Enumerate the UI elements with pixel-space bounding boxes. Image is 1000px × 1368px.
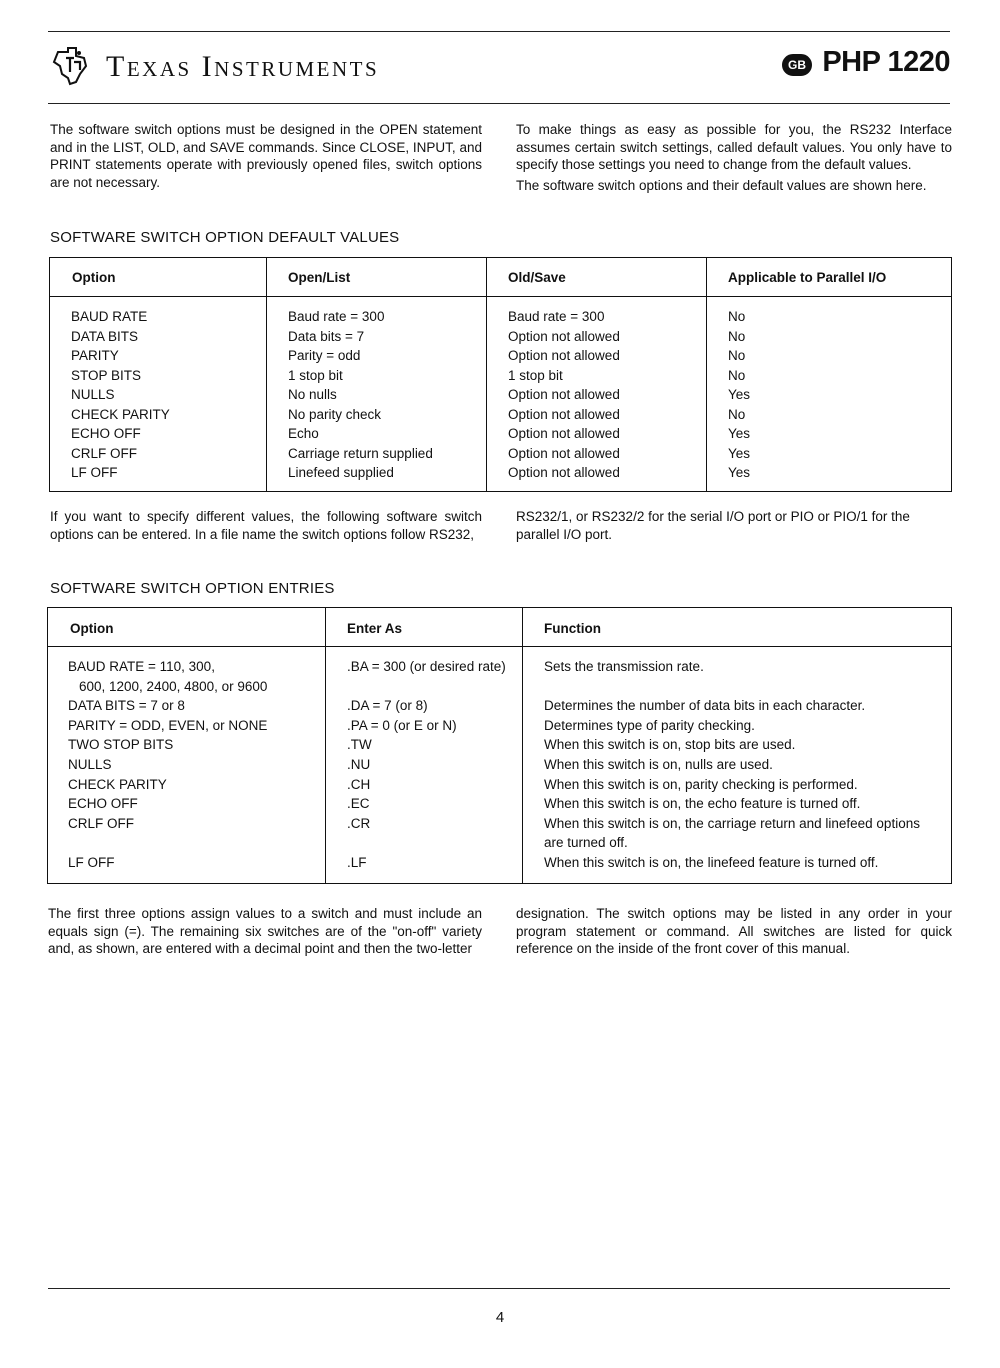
defaults-row-cell: Parity = odd: [288, 348, 361, 363]
defaults-row-cell: BAUD RATE: [71, 309, 148, 324]
defaults-row-cell: Yes: [728, 426, 751, 441]
middle-left-paragraph: If you want to specify different values, the following software switch options can be entered. In a file name the switch options follow RS232,: [50, 509, 482, 542]
defaults-row-cell: STOP BITS: [71, 367, 142, 383]
defaults-row-cell: Option not allowed: [508, 348, 620, 363]
defaults-col-divider: [486, 258, 487, 491]
entries-row-cell: .BA = 300 (or desired rate): [347, 659, 506, 674]
defaults-row-cell: Data bits = 7: [288, 328, 365, 344]
defaults-row-cell: Yes: [728, 387, 751, 402]
defaults-row-cell: No: [728, 328, 746, 344]
defaults-row-cell: LF OFF: [71, 465, 118, 480]
defaults-row-cell: CRLF OFF: [71, 445, 137, 461]
closing-left-paragraph: The first three options assign values to a switch and must include an equals sign (=). The remaining six switches are of the "on-off" variety and, as shown, are entered with a decimal point and then the two-letter: [48, 906, 482, 956]
entries-col-divider: [325, 608, 326, 883]
entries-row-cell: are turned off.: [544, 835, 628, 851]
entries-row-cell: When this switch is on, the carriage return and linefeed options: [544, 815, 920, 831]
defaults-table: [49, 257, 952, 492]
entries-row-cell: Determines type of parity checking.: [544, 717, 755, 733]
closing-right-column: [516, 905, 952, 961]
closing-left-column: [48, 905, 482, 961]
entries-table-header-rule: [48, 608, 951, 647]
defaults-row-cell: No: [728, 348, 746, 363]
entries-table: [47, 607, 952, 884]
entries-col-divider: [522, 608, 523, 883]
defaults-row-cell: Option not allowed: [508, 465, 620, 480]
entries-row-cell: Determines the number of data bits in each character.: [544, 698, 866, 714]
intro-left-paragraph: The software switch options must be designed in the OPEN statement and in the LIST, OLD, and SAVE commands. Since CLOSE, INPUT, and PRINT statements operate with previously opened files, switch options are not necessary.: [50, 122, 482, 190]
company-name: Texas Instruments: [106, 50, 380, 83]
entries-row-cell: LF OFF: [68, 855, 115, 870]
defaults-row-cell: Option not allowed: [508, 387, 620, 402]
entries-row-cell: 600, 1200, 2400, 4800, or 9600: [79, 678, 268, 694]
entries-row-cell: DATA BITS = 7 or 8: [68, 698, 185, 714]
entries-row-cell: Sets the transmission rate.: [544, 659, 704, 674]
middle-right-column: [516, 508, 952, 546]
texas-instruments-logo-icon: [50, 46, 90, 86]
defaults-row-cell: NULLS: [71, 387, 115, 402]
defaults-row-cell: Option not allowed: [508, 445, 620, 461]
defaults-row-cell: Option not allowed: [508, 328, 620, 344]
page-number: 4: [495, 1309, 505, 1326]
entries-row-cell: PARITY = ODD, EVEN, or NONE: [68, 717, 268, 733]
entries-section-title: SOFTWARE SWITCH OPTION ENTRIES: [50, 580, 335, 597]
defaults-row-cell: Baud rate = 300: [508, 309, 605, 324]
closing-right-paragraph: designation. The switch options may be listed in any order in your program statement or command. All switches are listed for quick reference on the inside of the front cover of this manual.: [516, 906, 952, 956]
defaults-row-cell: Yes: [728, 465, 751, 480]
entries-row-cell: CRLF OFF: [68, 815, 134, 831]
entries-row-cell: .NU: [347, 757, 371, 772]
page-header: [48, 42, 950, 92]
entries-row-cell: .CH: [347, 776, 371, 792]
defaults-col-divider: [266, 258, 267, 491]
defaults-row-cell: No nulls: [288, 387, 337, 402]
entries-row-cell: When this switch is on, the linefeed feature is turned off.: [544, 855, 879, 870]
defaults-row-cell: DATA BITS: [71, 328, 139, 344]
middle-left-column: [50, 508, 482, 546]
defaults-row-cell: Option not allowed: [508, 426, 620, 441]
entries-row-cell: .PA = 0 (or E or N): [347, 717, 457, 733]
header-rule: [48, 103, 950, 104]
defaults-header-old-save: Old/Save: [508, 270, 566, 285]
defaults-row-cell: 1 stop bit: [288, 367, 343, 383]
top-rule: [48, 31, 950, 32]
defaults-col-divider: [706, 258, 707, 491]
model-number: PHP 1220: [822, 46, 950, 78]
entries-row-cell: When this switch is on, nulls are used.: [544, 757, 773, 772]
entries-row-cell: .EC: [347, 796, 370, 812]
defaults-row-cell: CHECK PARITY: [71, 406, 170, 422]
defaults-section-title: SOFTWARE SWITCH OPTION DEFAULT VALUES: [50, 229, 400, 246]
defaults-row-cell: Baud rate = 300: [288, 309, 385, 324]
defaults-header-open-list: Open/List: [288, 270, 351, 285]
defaults-row-cell: No: [728, 309, 746, 324]
entries-row-cell: TWO STOP BITS: [68, 737, 174, 753]
defaults-row-cell: No: [728, 367, 746, 383]
entries-header-function: Function: [544, 621, 601, 636]
entries-row-cell: .LF: [347, 855, 367, 870]
entries-header-option: Option: [70, 621, 114, 636]
intro-right-paragraph-1: To make things as easy as possible for you, the RS232 Interface assumes certain switch settings, called default values. You only have to specify those settings you need to change from the default values.: [516, 122, 952, 172]
middle-right-paragraph: RS232/1, or RS232/2 for the serial I/O port or PIO or PIO/1 for the parallel I/O port.: [516, 509, 910, 542]
footer-rule: [48, 1288, 950, 1289]
defaults-header-parallel: Applicable to Parallel I/O: [728, 270, 887, 285]
intro-left-column: [50, 121, 482, 194]
defaults-row-cell: Linefeed supplied: [288, 465, 394, 480]
defaults-row-cell: Carriage return supplied: [288, 445, 433, 461]
country-badge: GB: [782, 54, 812, 76]
entries-row-cell: ECHO OFF: [68, 796, 138, 812]
intro-right-paragraph-2: The software switch options and their default values are shown here.: [516, 177, 927, 193]
entries-row-cell: When this switch is on, stop bits are used.: [544, 737, 796, 753]
entries-row-cell: .CR: [347, 815, 371, 831]
entries-row-cell: .DA = 7 (or 8): [347, 698, 428, 714]
entries-row-cell: When this switch is on, parity checking is performed.: [544, 776, 858, 792]
defaults-row-cell: Echo: [288, 426, 319, 441]
entries-header-enter-as: Enter As: [347, 621, 403, 636]
defaults-row-cell: Option not allowed: [508, 406, 620, 422]
defaults-row-cell: No: [728, 406, 746, 422]
entries-row-cell: NULLS: [68, 757, 112, 772]
entries-row-cell: BAUD RATE = 110, 300,: [68, 659, 215, 674]
entries-row-cell: When this switch is on, the echo feature is turned off.: [544, 796, 861, 812]
defaults-row-cell: ECHO OFF: [71, 426, 141, 441]
entries-row-cell: .TW: [347, 737, 372, 753]
defaults-row-cell: Yes: [728, 445, 751, 461]
intro-right-column: [516, 121, 952, 197]
entries-row-cell: CHECK PARITY: [68, 776, 167, 792]
defaults-row-cell: No parity check: [288, 406, 382, 422]
defaults-row-cell: 1 stop bit: [508, 367, 563, 383]
defaults-header-option: Option: [72, 270, 116, 285]
defaults-row-cell: PARITY: [71, 348, 119, 363]
